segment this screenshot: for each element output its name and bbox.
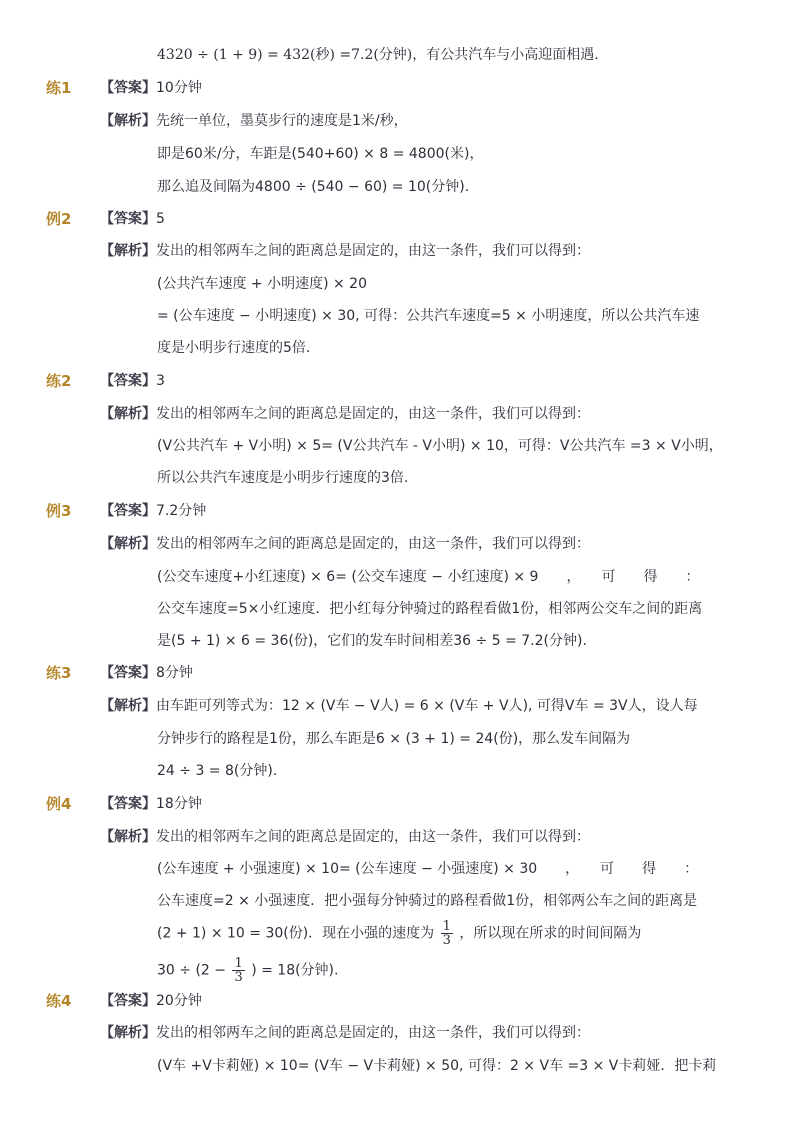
- analysis-text: 发出的相邻两车之间的距离总是固定的，由这一条件，我们可以得到：: [156, 829, 590, 845]
- section-tag: 练1: [46, 79, 72, 97]
- analysis-text: 发出的相邻两车之间的距离总是固定的，由这一条件，我们可以得到：: [156, 536, 590, 552]
- answer-value: 5: [156, 211, 165, 227]
- analysis-text: 所以公共汽车速度是小明步行速度的3倍.: [157, 470, 409, 486]
- analysis-text: (V公共汽车 + V小明) × 5= (V公共汽车 - V小明) × 10，可得：V公共汽车 =3 × V小明，: [157, 438, 723, 454]
- analysis-text: 发出的相邻两车之间的距离总是固定的，由这一条件，我们可以得到：: [156, 406, 590, 422]
- analysis-text: 先统一单位，墨莫步行的速度是1米/秒，: [156, 113, 408, 129]
- section-tag: 练2: [46, 372, 72, 390]
- answer-label: 【答案】: [100, 993, 156, 1009]
- section-tag: 例3: [46, 502, 72, 520]
- analysis-text: (公共汽车速度 + 小明速度) × 20: [157, 276, 367, 292]
- answer-label: 【答案】: [100, 373, 156, 389]
- continued-line: 4320 ÷ (1 + 9) = 432(秒) =7.2(分钟)，有公共汽车与小高迎面相遇.: [157, 47, 599, 63]
- answer-line: [100, 77, 202, 99]
- analysis-text: (公交车速度+小红速度) × 6= (公交车速度 − 小红速度) × 9 ， 可 得 ：: [157, 569, 700, 585]
- analysis-text: [157, 920, 641, 947]
- fraction-numerator: 1: [234, 956, 243, 971]
- analysis-text-part: 30 ÷ (2 −: [157, 962, 226, 979]
- analysis-line: [100, 1022, 590, 1044]
- analysis-text: 发出的相邻两车之间的距离总是固定的，由这一条件，我们可以得到：: [156, 243, 590, 259]
- fraction: [441, 920, 453, 947]
- analysis-text: [157, 957, 338, 984]
- answer-label: 【答案】: [100, 796, 156, 812]
- answer-value: 8分钟: [156, 665, 193, 681]
- answer-line: [100, 662, 193, 684]
- analysis-label: 【解析】: [100, 1025, 156, 1041]
- analysis-text: 由车距可列等式为：12 × (V车 − V人) = 6 × (V车 + V人), 可得V车 = 3V人，设人每: [156, 698, 698, 714]
- fraction-denominator: 3: [442, 933, 451, 948]
- answer-value: 10分钟: [156, 80, 202, 96]
- section-tag: 例4: [46, 795, 72, 813]
- analysis-text-part: ，所以现在所求的时间间隔为: [459, 925, 642, 942]
- analysis-line: [100, 240, 590, 262]
- answer-value: 7.2分钟: [156, 503, 207, 519]
- analysis-text: 即是60米/分，车距是(540+60) × 8 = 4800(米)，: [157, 146, 484, 162]
- analysis-line: [100, 533, 590, 555]
- fraction: [232, 957, 244, 984]
- analysis-text: 公车速度=2 × 小强速度．把小强每分钟骑过的路程看做1份，相邻两公车之间的距离是: [157, 893, 698, 909]
- analysis-label: 【解析】: [100, 698, 156, 714]
- analysis-text: 那么追及间隔为4800 ÷ (540 − 60) = 10(分钟).: [157, 179, 470, 195]
- analysis-label: 【解析】: [100, 829, 156, 845]
- analysis-text: (V车 +V卡莉娅) × 10= (V车 − V卡莉娅) × 50, 可得：2 × V车 =3 × V卡莉娅．把卡莉: [157, 1058, 717, 1074]
- section-tag: 练4: [46, 992, 72, 1010]
- analysis-text: 分钟步行的路程是1份，那么车距是6 × (3 + 1) = 24(份)，那么发车间隔为: [157, 731, 631, 747]
- analysis-label: 【解析】: [100, 113, 156, 129]
- analysis-label: 【解析】: [100, 406, 156, 422]
- fraction-numerator: 1: [442, 919, 451, 934]
- answer-line: [100, 500, 206, 522]
- answer-line: [100, 208, 165, 230]
- analysis-label: 【解析】: [100, 243, 156, 259]
- analysis-text-part: ) = 18(分钟).: [251, 962, 339, 979]
- analysis-text: (公车速度 + 小强速度) × 10= (公车速度 − 小强速度) × 30 ， 可 得 ：: [157, 861, 699, 877]
- analysis-text: 24 ÷ 3 = 8(分钟).: [157, 763, 278, 779]
- answer-value: 20分钟: [156, 993, 202, 1009]
- answer-label: 【答案】: [100, 503, 156, 519]
- analysis-label: 【解析】: [100, 536, 156, 552]
- analysis-text: 发出的相邻两车之间的距离总是固定的，由这一条件，我们可以得到：: [156, 1025, 590, 1041]
- analysis-line: [100, 826, 590, 848]
- answer-line: [100, 793, 202, 815]
- answer-label: 【答案】: [100, 80, 156, 96]
- analysis-line: [100, 110, 408, 132]
- section-tag: 练3: [46, 664, 72, 682]
- answer-label: 【答案】: [100, 211, 156, 227]
- answer-line: [100, 370, 165, 392]
- answer-label: 【答案】: [100, 665, 156, 681]
- analysis-line: [100, 695, 698, 717]
- fraction-denominator: 3: [234, 970, 243, 985]
- answer-value: 3: [156, 373, 165, 389]
- analysis-text: 度是小明步行速度的5倍.: [157, 340, 311, 356]
- analysis-text: 公交车速度=5×小红速度．把小红每分钟骑过的路程看做1份，相邻两公交车之间的距离: [157, 601, 703, 617]
- analysis-text: 是(5 + 1) × 6 = 36(份)，它们的发车时间相差36 ÷ 5 = 7.2(分钟).: [157, 633, 587, 649]
- analysis-text: = (公车速度 − 小明速度) × 30, 可得：公共汽车速度=5 × 小明速度，所以公共汽车速: [157, 308, 700, 324]
- analysis-text-part: (2 + 1) × 10 = 30(份)．现在小强的速度为: [157, 925, 435, 942]
- answer-line: [100, 990, 202, 1012]
- section-tag: 例2: [46, 210, 72, 228]
- analysis-line: [100, 403, 590, 425]
- answer-value: 18分钟: [156, 796, 202, 812]
